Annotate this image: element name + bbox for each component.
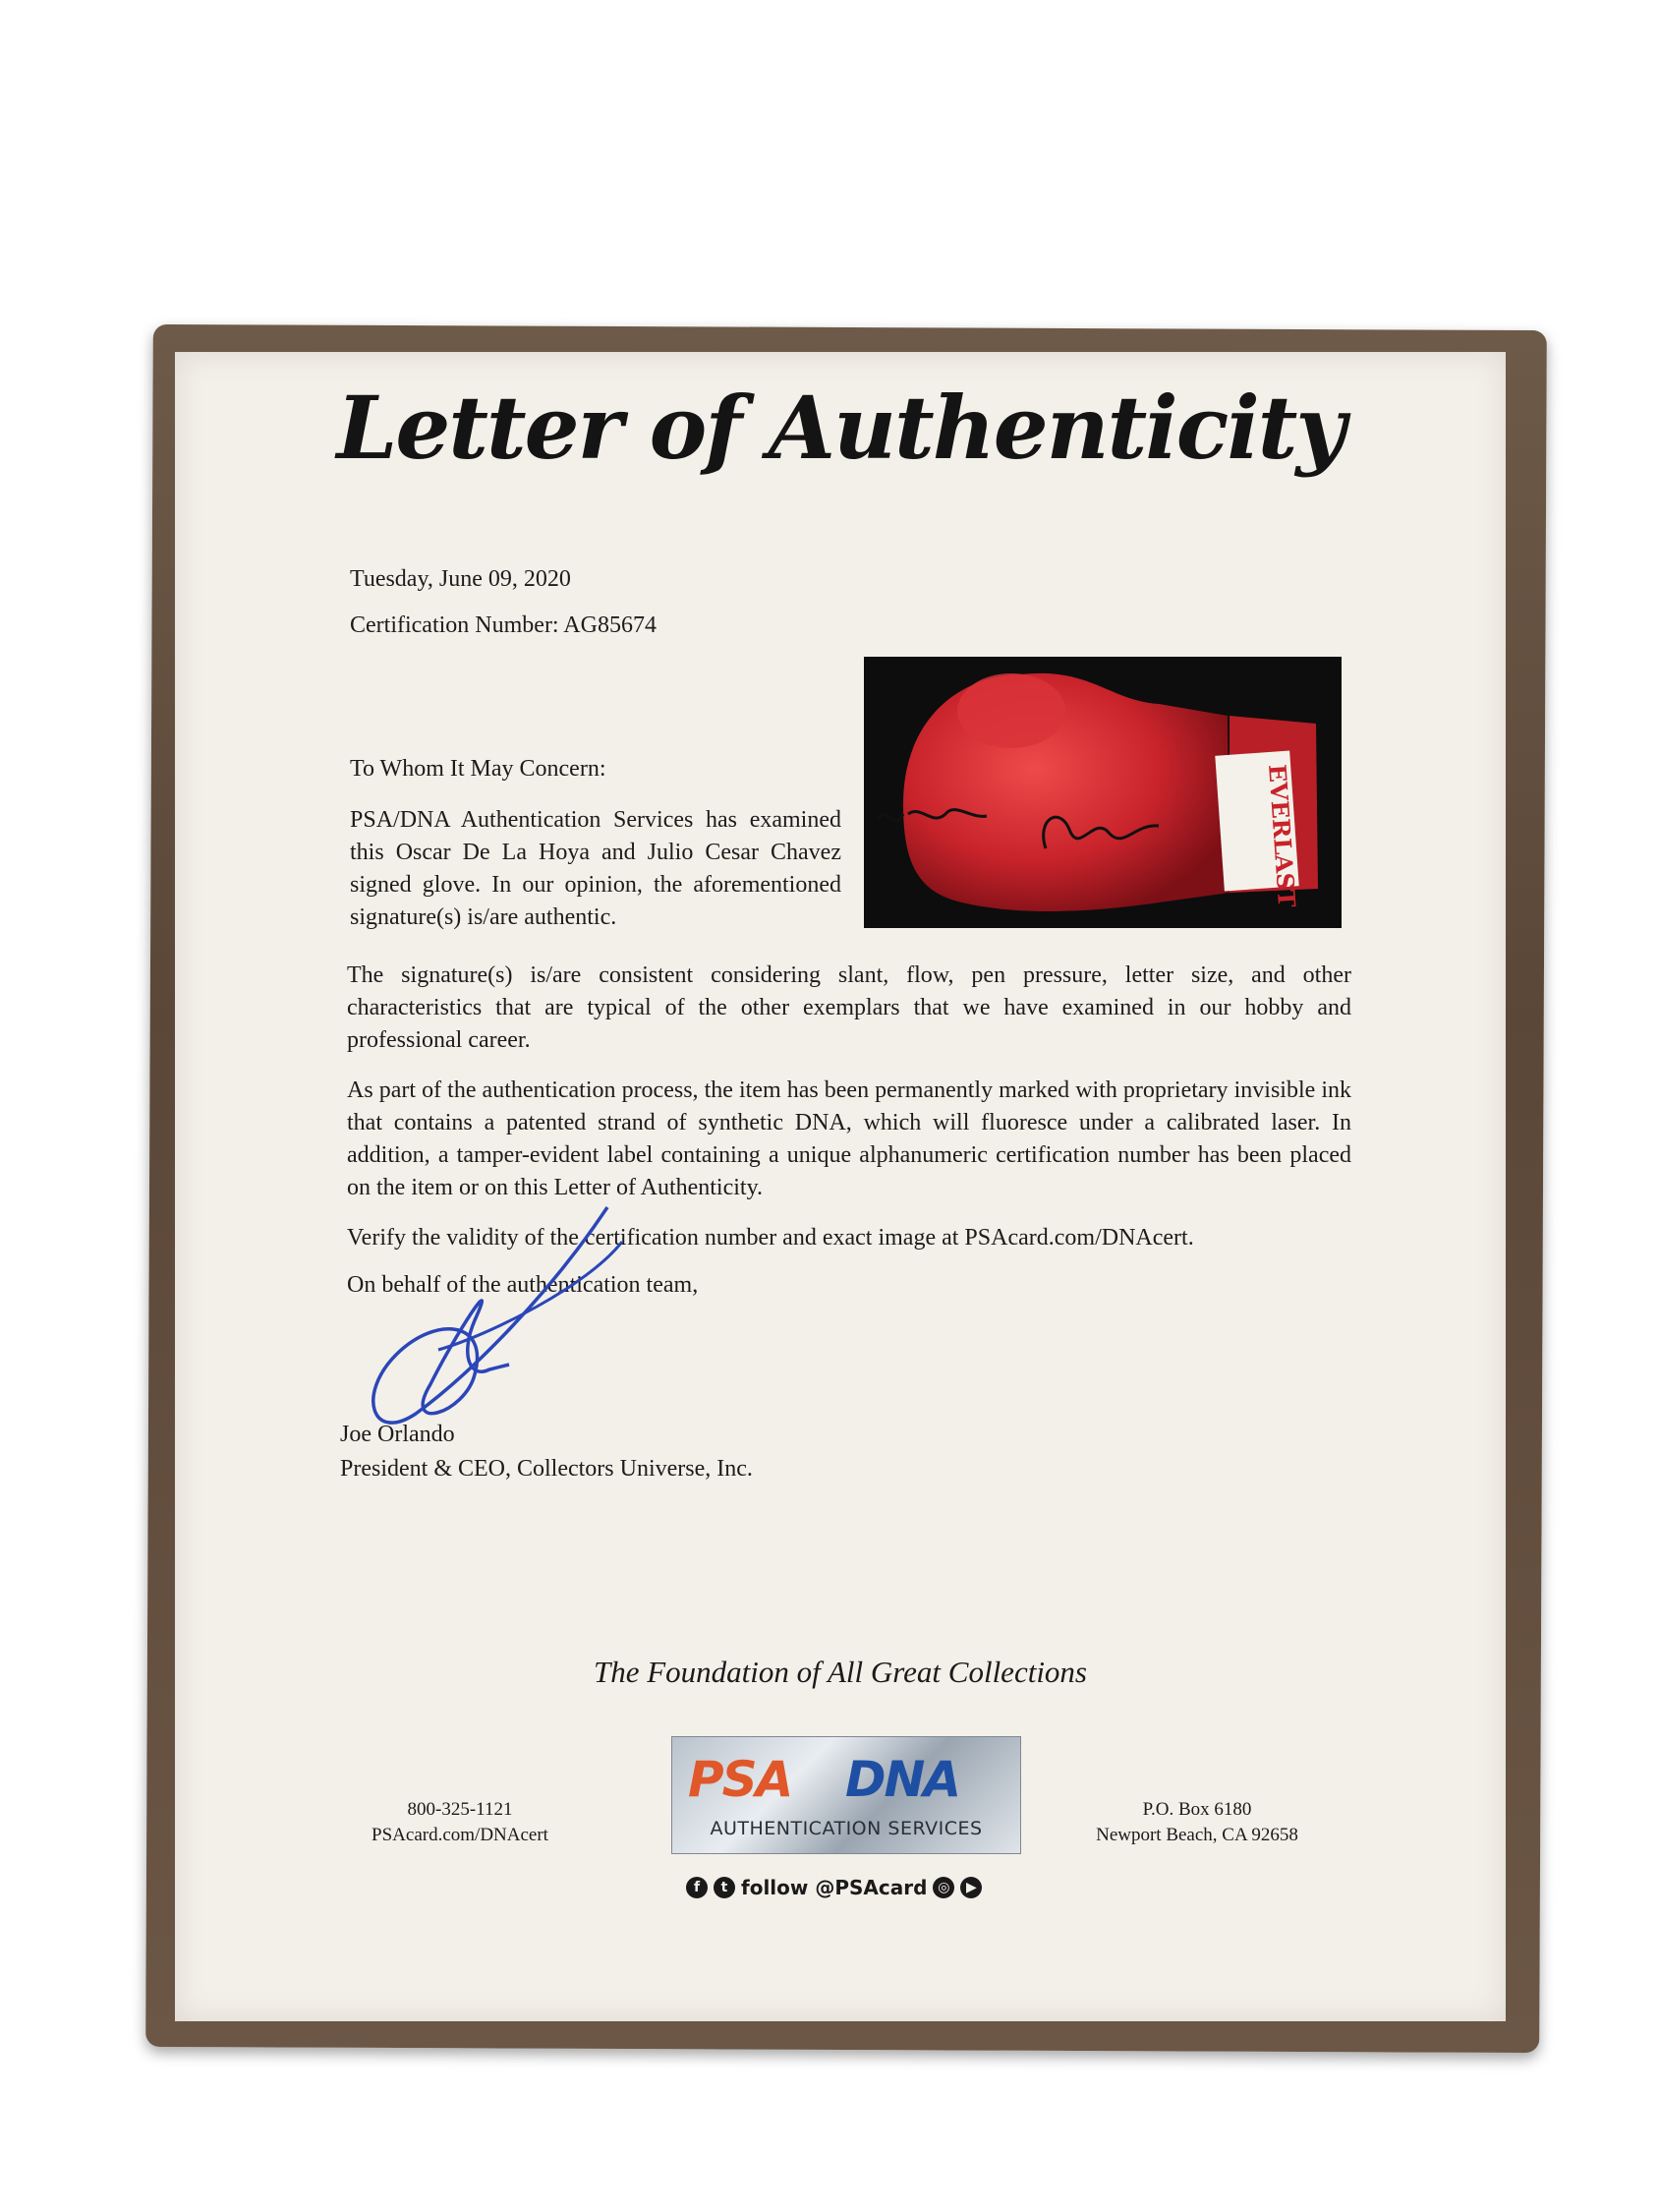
certificate-paper bbox=[175, 352, 1506, 2021]
footer-po-box: P.O. Box 6180 bbox=[1142, 1799, 1252, 1820]
instagram-icon: ◎ bbox=[933, 1877, 954, 1898]
paragraph-consistency: The signature(s) is/are consistent considering slant, flow, pen pressure, letter size, and other characteristics that are typical of the other exemplars that we have examined in our hobby and professional career. bbox=[347, 962, 1351, 1053]
footer-contact-left bbox=[342, 1797, 578, 1848]
footer-phone: 800-325-1121 bbox=[407, 1799, 513, 1820]
follow-text: follow @PSAcard bbox=[741, 1876, 928, 1899]
twitter-icon: t bbox=[714, 1877, 735, 1898]
footer-web: PSAcard.com/DNAcert bbox=[372, 1825, 548, 1845]
verify-line: Verify the validity of the certification number and exact image at PSAcard.com/DNAcert. bbox=[347, 1225, 1194, 1251]
closing-line: On behalf of the authentication team, bbox=[347, 1272, 699, 1298]
paragraph-examined: PSA/DNA Authentication Services has examined this Oscar De La Hoya and Julio Cesar Chavez signed glove. In our opinion, the aforementioned signature(s) is/are authentic. bbox=[350, 807, 841, 930]
footer-city: Newport Beach, CA 92658 bbox=[1096, 1825, 1298, 1845]
salutation: To Whom It May Concern: bbox=[350, 756, 606, 782]
facebook-icon: f bbox=[686, 1877, 708, 1898]
logo-dna-text: DNA bbox=[845, 1751, 960, 1808]
logo-psa-text: PSA bbox=[688, 1751, 792, 1808]
letter-title: Letter of Authenticity bbox=[336, 377, 1344, 479]
letter-date: Tuesday, June 09, 2020 bbox=[350, 566, 571, 592]
youtube-icon: ▶ bbox=[960, 1877, 982, 1898]
logo-subtitle: AUTHENTICATION SERVICES bbox=[710, 1818, 983, 1839]
psa-dna-logo bbox=[671, 1736, 1021, 1854]
certification-number: Certification Number: AG85674 bbox=[350, 612, 657, 638]
signer-title: President & CEO, Collectors Universe, Inc. bbox=[340, 1456, 753, 1482]
tagline: The Foundation of All Great Collections bbox=[593, 1655, 1087, 1689]
glove-brand-label: EVERLAST bbox=[1263, 763, 1302, 908]
footer-contact-right bbox=[1079, 1797, 1315, 1848]
signer-name: Joe Orlando bbox=[340, 1422, 455, 1447]
paragraph-process: As part of the authentication process, the item has been permanently marked with proprietary invisible ink that contains a patented strand of synthetic DNA, which will fluoresce under a calibrated laser. In addition, a tamper-evident label containing a unique alphanumeric certification number has been placed on the item or on this Letter of Authenticity. bbox=[347, 1077, 1351, 1200]
social-follow bbox=[686, 1876, 1010, 1899]
